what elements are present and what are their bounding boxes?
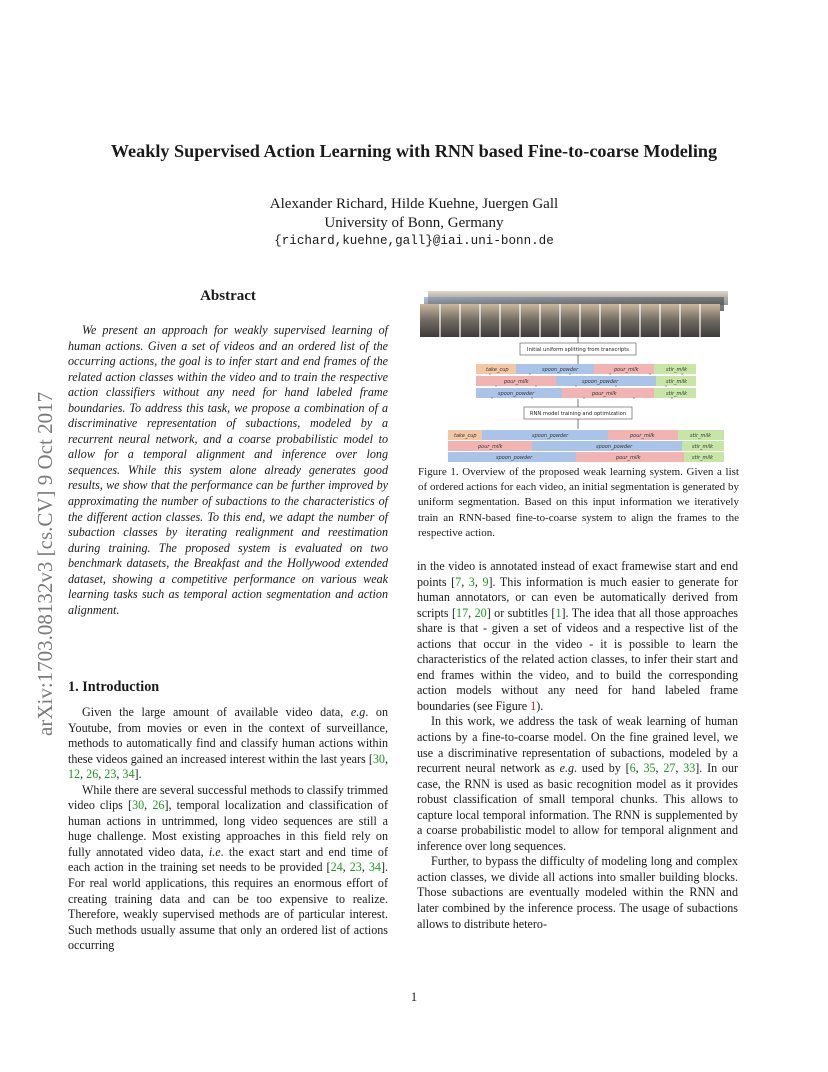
- segment-label: spoon_powder: [498, 391, 535, 397]
- right-paragraph-2: In this work, we address the task of weak learning of human actions by a fine-to-coarse model. On the fine grained level, we use a discriminative representation of subactions, modeled by a recurrent neural network as e.g. used by [6, 35, 27, 33]. In our case, the RNN is used as basic recognition model as it provides robust classification of small temporal chunks. This allows to capture local temporal information. The RNN is supplemented by a coarse probabilistic model to allow for temporal alignment and inference over long sequences.: [417, 714, 739, 853]
- citation-link[interactable]: 24: [330, 860, 343, 875]
- citation-link[interactable]: 1: [555, 605, 562, 620]
- citation-link[interactable]: 35: [643, 761, 656, 776]
- citation-link[interactable]: 23: [104, 767, 117, 782]
- text-run: ] or subtitles [: [486, 605, 556, 620]
- video-frames-strip: [420, 291, 728, 337]
- arxiv-id: arXiv:1703.08132v3 [cs.CV] 9 Oct 2017: [33, 391, 57, 736]
- text-run: ]. For real world applications, this requires an enormous effort of creating training data and can be too expensive to realize. Therefore, weakly supervised methods are of particular interest. Such methods usually assume that only an ordered list of actions occurring: [68, 860, 389, 953]
- citation-link[interactable]: 26: [152, 798, 165, 813]
- text-run: . used by [: [574, 761, 630, 776]
- abstract-paragraph: We present an approach for weakly supervised learning of human actions. Given a set of videos and an ordered list of the occurring actions, the goal is to infer start and end frames of the related action classes within the video and to train the respective action classifiers without any need for hand labeled frame boundaries. To address this task, we propose a combination of a discriminative representation of subactions, modeled by a recurrent neural network, and a coarse probabilistic model to allow for a temporal alignment and inference over long sequences. While this system alone already generates good results, we show that the performance can be further improved by approximating the number of subactions to the characteristics of the different action classes. To this end, we adapt the number of subaction classes by iterating realignment and reestimation during training. The proposed system is evaluated on two benchmark datasets, the Breakfast and the Hollywood extended dataset, showing a competitive performance on various weak learning tasks such as temporal action segmentation and action alignment.: [68, 323, 388, 617]
- figure-1-caption: Figure 1. Overview of the proposed weak learning system. Given a list of ordered actions for each video, an initial segmentation is generated by uniform segmentation. Based on this input information we iteratively train an RNN-based fine-to-coarse system to align the frames to the respective action.: [418, 466, 739, 539]
- text-run-italic: i.e: [208, 844, 221, 859]
- citation-link[interactable]: 7: [455, 574, 462, 589]
- text-run: ).: [536, 698, 544, 713]
- rnn-training-label: RNN model training and optimization: [529, 411, 627, 417]
- segment-label: stir_milk: [690, 433, 712, 439]
- left-column-text: [68, 705, 388, 954]
- segment-label: pour_milk: [504, 379, 529, 385]
- segment-label: stir_milk: [666, 379, 688, 385]
- author-email: {richard,kuehne,gall}@iai.uni-bonn.de: [274, 234, 554, 248]
- segment-label: pour_milk: [616, 455, 641, 461]
- citation-link[interactable]: 34: [368, 860, 381, 875]
- affiliation: University of Bonn, Germany: [324, 215, 504, 231]
- citation-link[interactable]: 20: [474, 605, 487, 620]
- initial-splitting-label: Initial uniform splitting from transcripts: [527, 347, 629, 353]
- right-column-text: [417, 559, 738, 932]
- text-run: ].: [134, 767, 142, 782]
- citation-link[interactable]: 34: [122, 767, 135, 782]
- citation-link[interactable]: 23: [349, 860, 362, 875]
- citation-link[interactable]: 30: [372, 751, 385, 766]
- segment-label: spoon_powder: [596, 444, 633, 450]
- text-run: While there are several successful methods to classify trimmed video clips [: [68, 782, 388, 813]
- intro-paragraph-1: Given the large amount of available video data, e.g. on Youtube, from movies or even in the context of surveillance, methods to automatically find and classify human actions within these videos gained an increased interest within the last years [30, 12, 26, 23, 34].: [68, 705, 388, 782]
- text-run: in the video is annotated instead of exact framewise start and end points [: [417, 559, 738, 589]
- text-run: ]. The idea that all those approaches share is that - given a set of videos and a respective list of the actions that occur in the video - it is possible to learn the characteristics of the related action classes, to infer their start and end frames within the video, and to build the corresponding action models without any need for hand labeled frame boundaries (see Figure: [417, 605, 739, 713]
- text-run: ]. In our case, the RNN is used as basic recognition model as it provides robust classification of small temporal chunks. This allows to capture local temporal information. The RNN is supplemented by a coarse probabilistic model to allow for temporal alignment and inference over long sequences.: [417, 761, 739, 853]
- right-paragraph-1: in the video is annotated instead of exact framewise start and end points [7, 3, 9]. This information is much easier to generate for human annotators, or can even be automatically derived from scripts [17, 20] or subtitles [1]. The idea that all those approaches share is that - given a set of videos and a respective list of the actions that occur in the video - it is possible to learn the characteristics of the related action classes, to infer their start and end frames within the video, and to build the corresponding action models without any need for hand labeled frame boundaries (see Figure 1).: [417, 559, 739, 713]
- right-paragraph-3: Further, to bypass the difficulty of modeling long and complex action classes, we divide all actions into smaller building blocks. Those subactions are eventually modeled within the RNN and later combined by the inference process. The usage of subactions allows to distribute hetero-: [417, 854, 738, 931]
- segment-label: pour_milk: [630, 433, 655, 439]
- section-heading-introduction: 1. Introduction: [68, 679, 160, 695]
- text-run: ], temporal localization and classification of human actions in untrimmed, long video sequences are still a huge challenge. Most existing approaches in this field rely on fully annotated video data,: [68, 798, 389, 859]
- segment-label: spoon_powder: [582, 379, 619, 385]
- text-run: In this work, we address the task of weak learning of human actions by a fine-to-coarse model. On the fine grained level, we use a discriminative representation of subactions, modeled by a recurrent neural network as: [417, 714, 738, 776]
- initial-segmentation-rows: [476, 364, 696, 399]
- citation-link[interactable]: 12: [68, 767, 81, 782]
- segment-label: stir_milk: [666, 391, 688, 397]
- citation-link[interactable]: 27: [663, 761, 676, 776]
- text-run: Given the large amount of available video data,: [82, 705, 351, 719]
- segment-label: spoon_powder: [542, 367, 579, 373]
- text-run: . the exact start and end time of each action in the training set needs to be provided [: [68, 844, 388, 875]
- citation-link[interactable]: 6: [629, 761, 636, 776]
- final-alignment-rows: [448, 430, 724, 462]
- segment-label: take_cup: [486, 367, 509, 373]
- citation-link[interactable]: 17: [456, 605, 469, 620]
- citation-link[interactable]: 3: [468, 574, 475, 589]
- author-list: Alexander Richard, Hilde Kuehne, Juergen Gall: [269, 196, 559, 212]
- arxiv-stamp: [22, 296, 62, 736]
- abstract-heading: Abstract: [200, 288, 256, 304]
- citation-link[interactable]: 33: [683, 761, 696, 776]
- segment-label: take_cup: [454, 433, 477, 439]
- text-run-italic: e.g: [350, 705, 366, 719]
- text-run: ]. This information is much easier to generate for human annotators, or can even be automatically derived from scripts [: [417, 574, 739, 620]
- text-run: . on Youtube, from movies or even in the context of surveillance, methods to automatically find and classify human actions within these videos gained an increased interest within the last years [: [68, 705, 388, 766]
- intro-paragraph-2: While there are several successful methods to classify trimmed video clips [30, 26], temporal localization and classification of human actions in untrimmed, long video sequences are still a huge challenge. Most existing approaches in this field rely on fully annotated video data, i.e. the exact start and end time of each action in the training set needs to be provided [24, 23, 34]. For real world applications, this requires an enormous effort of creating training data and can be too expensive to realize. Therefore, weakly supervised methods are of particular interest. Such methods usually assume that only an ordered list of actions occurring: [68, 782, 389, 953]
- figure-1-diagram: [420, 287, 736, 462]
- segment-label: spoon_powder: [496, 455, 533, 461]
- citation-link[interactable]: 26: [86, 767, 99, 782]
- citation-link[interactable]: 9: [482, 574, 489, 589]
- figure-ref-link[interactable]: 1: [530, 698, 537, 713]
- segment-label: pour_milk: [592, 391, 617, 397]
- segment-label: pour_milk: [478, 444, 503, 450]
- paper-title: Weakly Supervised Action Learning with RNN based Fine-to-coarse Modeling: [110, 141, 718, 161]
- page-number: 1: [410, 990, 418, 1004]
- segment-label: stir_milk: [692, 455, 714, 461]
- abstract-text: [68, 323, 388, 618]
- segment-label: stir_milk: [692, 444, 714, 450]
- segment-label: pour_milk: [614, 367, 639, 373]
- segment-label: spoon_powder: [532, 433, 569, 439]
- citation-link[interactable]: 30: [132, 798, 145, 813]
- text-run-italic: e.g: [559, 761, 575, 776]
- segment-label: stir_milk: [666, 367, 688, 373]
